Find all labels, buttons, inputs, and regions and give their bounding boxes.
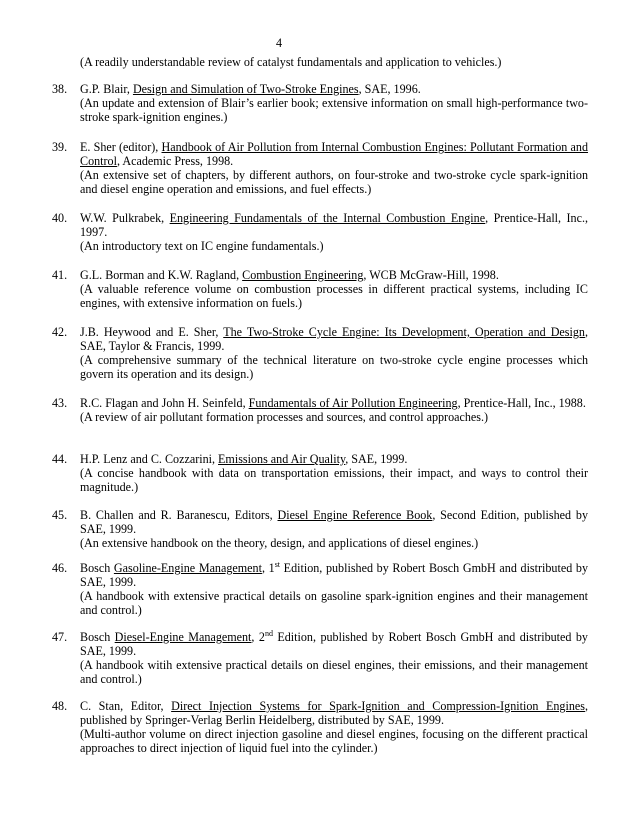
reference-body [80, 82, 588, 124]
page-number-text: 4 [275, 36, 283, 50]
reference-title: Fundamentals of Air Pollution Engineering [248, 396, 458, 410]
reference-authors: B. Challen and R. Baranescu, Editors, [80, 508, 278, 522]
reference-citation [80, 140, 588, 168]
reference-note: (An extensive set of chapters, by different authors, on four-stroke and two-stroke cycle spark-ignition and diesel engine operation and emissions, and fuel effects.) [80, 168, 588, 196]
reference-publisher: , Second Edition, published by SAE, 1999. [80, 508, 588, 536]
reference-publisher: , published by Springer-Verlag Berlin Heidelberg, distributed by SAE, 1999. [80, 699, 588, 727]
reference-citation [80, 508, 588, 536]
reference-edition: , 1 [261, 561, 275, 575]
reference-citation [80, 699, 588, 727]
reference-title: Direct Injection Systems for Spark-Ignition and Compression-Ignition Engines [171, 699, 585, 713]
reference-publisher: , SAE, 1996. [358, 82, 421, 96]
reference-body [80, 508, 588, 550]
reference-citation [80, 452, 588, 466]
lead-note: (A readily understandable review of catalyst fundamentals and application to vehicles.) [80, 55, 502, 69]
reference-body [80, 630, 588, 686]
reference-edition-suffix: nd [264, 628, 273, 638]
reference-note: (A handbook with extensive practical details on gasoline spark-ignition engines and their management and control.) [80, 589, 588, 617]
reference-body [80, 268, 588, 310]
reference-title: Emissions and Air Quality [218, 452, 346, 466]
reference-authors: H.P. Lenz and C. Cozzarini, [80, 452, 219, 466]
reference-publisher: , Academic Press, 1998. [116, 154, 234, 168]
reference-authors: C. Stan, Editor, [80, 699, 172, 713]
page-number [0, 36, 638, 50]
reference-authors: G.P. Blair, [80, 82, 133, 96]
reference-authors: G.L. Borman and K.W. Ragland, [80, 268, 243, 282]
reference-number: 41. [52, 268, 68, 282]
reference-publisher: , SAE, Taylor & Francis, 1999. [80, 325, 588, 353]
reference-number: 42. [52, 325, 68, 339]
reference-number: 45. [52, 508, 68, 522]
reference-citation [80, 268, 588, 282]
reference-citation [80, 211, 588, 239]
reference-note: (A handbook witih extensive practical details on diesel engines, their emissions, and their management and control.) [80, 658, 588, 686]
reference-publisher: , Prentice-Hall, Inc., 1997. [80, 211, 588, 239]
reference-publisher: , SAE, 1999. [345, 452, 408, 466]
reference-body [80, 325, 588, 381]
reference-body [80, 561, 588, 617]
reference-number: 46. [52, 561, 68, 575]
reference-authors: Bosch [80, 630, 115, 644]
reference-number: 38. [52, 82, 68, 96]
reference-note: (A review of air pollutant formation processes and sources, and control approaches.) [80, 410, 489, 424]
reference-authors: E. Sher (editor), [80, 140, 162, 154]
reference-title: The Two-Stroke Cycle Engine: Its Development, Operation and Design [223, 325, 585, 339]
reference-citation [80, 561, 588, 589]
reference-citation [80, 630, 588, 658]
reference-number: 47. [52, 630, 68, 644]
reference-authors: W.W. Pulkrabek, [80, 211, 170, 225]
reference-note: (An introductory text on IC engine fundamentals.) [80, 239, 324, 253]
reference-number: 48. [52, 699, 68, 713]
reference-number: 44. [52, 452, 68, 466]
reference-note: (A comprehensive summary of the technical literature on two-stroke cycle engine processes which govern its operation and its design.) [80, 353, 588, 381]
reference-note: (A concise handbook with data on transportation emissions, their impact, and ways to control their magnitude.) [80, 466, 588, 494]
reference-title: Design and Simulation of Two-Stroke Engines [132, 82, 359, 96]
reference-edition: , 2 [251, 630, 265, 644]
reference-edition-suffix: st [274, 559, 281, 569]
reference-number: 43. [52, 396, 68, 410]
reference-citation [80, 325, 588, 353]
reference-title: Handbook of Air Pollution from Internal Combustion Engines: Pollutant Formation and Control [80, 140, 589, 168]
reference-title: Diesel Engine Reference Book [277, 508, 433, 522]
reference-title: Combustion Engineering [242, 268, 364, 282]
reference-publisher: Edition, published by Robert Bosch GmbH and distributed by SAE, 1999. [80, 561, 588, 589]
reference-number: 39. [52, 140, 68, 154]
reference-citation [80, 82, 588, 96]
reference-note: (A valuable reference volume on combustion processes in different practical systems, including IC engines, with extensive information on fuels.) [80, 282, 588, 310]
reference-title: Gasoline-Engine Management [113, 561, 262, 575]
reference-publisher: , WCB McGraw-Hill, 1998. [363, 268, 499, 282]
reference-publisher: , Prentice-Hall, Inc., 1988. [457, 396, 586, 410]
reference-body [80, 396, 588, 424]
reference-body [80, 211, 588, 253]
reference-title: Engineering Fundamentals of the Internal Combustion Engine [169, 211, 486, 225]
reference-authors: Bosch [80, 561, 114, 575]
reference-body [80, 699, 588, 755]
reference-authors: J.B. Heywood and E. Sher, [80, 325, 224, 339]
reference-number: 40. [52, 211, 68, 225]
reference-body [80, 140, 588, 196]
reference-body [80, 452, 588, 494]
reference-publisher: Edition, published by Robert Bosch GmbH and distributed by SAE, 1999. [80, 630, 588, 658]
reference-authors: R.C. Flagan and John H. Seinfeld, [80, 396, 249, 410]
reference-note: (An update and extension of Blair’s earlier book; extensive information on small high-performance two-stroke spark-ignition engines.) [80, 96, 588, 124]
reference-title: Diesel-Engine Management [114, 630, 252, 644]
reference-note: (Multi-author volume on direct injection gasoline and diesel engines, focusing on the different practical approaches to direct injection of liquid fuel into the cylinder.) [80, 727, 588, 755]
reference-note: (An extensive handbook on the theory, design, and applications of diesel engines.) [80, 536, 479, 550]
reference-citation [80, 396, 588, 410]
